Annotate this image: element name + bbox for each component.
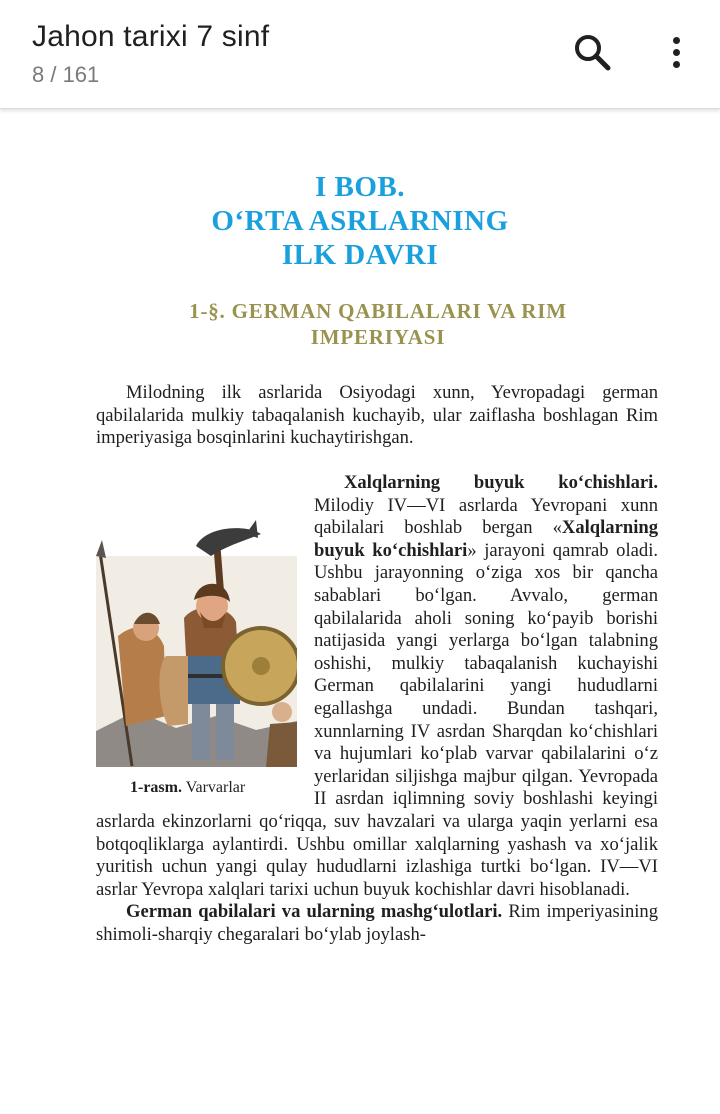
book-page bbox=[0, 110, 720, 1114]
search-button[interactable] bbox=[568, 28, 616, 76]
figure-caption bbox=[96, 778, 308, 798]
migration-heading: Xalqlarning buyuk ko‘chishlari. bbox=[344, 472, 658, 493]
migration-text-1: Milodiy IV—VI asrlarda Yevropani xunn qabilalari boshlab bergan « bbox=[314, 494, 658, 539]
migration-term: Xalqlarning buyuk ko‘chishlari bbox=[314, 517, 658, 561]
chapter-title bbox=[0, 170, 720, 272]
figure-varvarlar bbox=[96, 516, 308, 798]
page-indicator: 8 / 161 bbox=[32, 62, 100, 87]
figure-label: 1-rasm. bbox=[130, 779, 182, 796]
book-title: Jahon tarixi 7 sinf bbox=[32, 20, 270, 53]
migration-text-2: » jarayoni qamrab oladi. Ushbu jarayonning o‘ziga xos bir qancha sabablari bo‘lgan. Avvalo, german qabilalarida aholi soning ko‘payib borishi natijasida yangi yerlarga bo‘lgan talabning oshishi, mulkiy tabaqalanish kuchayishi German qabilalarini yangi hududlarni egallashga undadi. Bundan tashqari, xunnlarning IV asrdan Sharqdan ko‘chishlari va hujumlari ko‘plab varvar qabilalarini o‘z yerlaridan siljishga majbur qilgan. Yevropada II asrdan iqlimning soviy boshlashi keyingi asrlarda ekinzorlarni qo‘riqqa, suv havzalari va ularga yaqin yerlarni esa botqoqliklarga aylantirdi. Ushbu omillar xalqlarning yashash va xo‘jalik yuritish uchun yangi qulay hududlarni izlashiga turtki bo‘lgan. IV—VI asrlar Yevropa xalqlari tarixi uchun buyuk kochishlar davri hisoblanadi. bbox=[96, 539, 659, 900]
chapter-title-line-1: I BOB. bbox=[314, 171, 406, 203]
chapter-title-line-2: O‘RTA ASRLARNING bbox=[211, 205, 509, 237]
section-title-line-1: 1-§. GERMAN QABILALARI VA RIM bbox=[189, 299, 567, 323]
lead-paragraph: Milodning ilk asrlarida Osiyodagi xunn, Yevropadagi german qabilalarida mulkiy tabaqalanish kuchayib, ular zaiflasha boshlagan Rim imperiyasiga bosqinlarini kuchaytirishgan. bbox=[96, 382, 658, 449]
more-options-button[interactable] bbox=[652, 28, 700, 76]
figure-caption-text: Varvarlar bbox=[181, 779, 246, 796]
search-icon bbox=[572, 32, 612, 72]
tribes-heading: German qabilalari va ularning mashg‘ulotlari. bbox=[126, 901, 503, 923]
section-title bbox=[0, 298, 720, 350]
more-vert-icon bbox=[673, 37, 680, 68]
tribes-text: Rim imperiyasining shimoli-sharqiy chegaralari bo‘ylab joylash- bbox=[96, 901, 658, 945]
lead-paragraph-block bbox=[96, 382, 658, 450]
tribes-paragraph bbox=[96, 901, 658, 946]
chapter-title-line-3: ILK DAVRI bbox=[281, 239, 439, 271]
migration-paragraph-block bbox=[96, 472, 658, 946]
barbarians-illustration bbox=[96, 516, 297, 767]
app-bar bbox=[0, 0, 720, 109]
section-title-line-2: IMPERIYASI bbox=[310, 325, 446, 349]
